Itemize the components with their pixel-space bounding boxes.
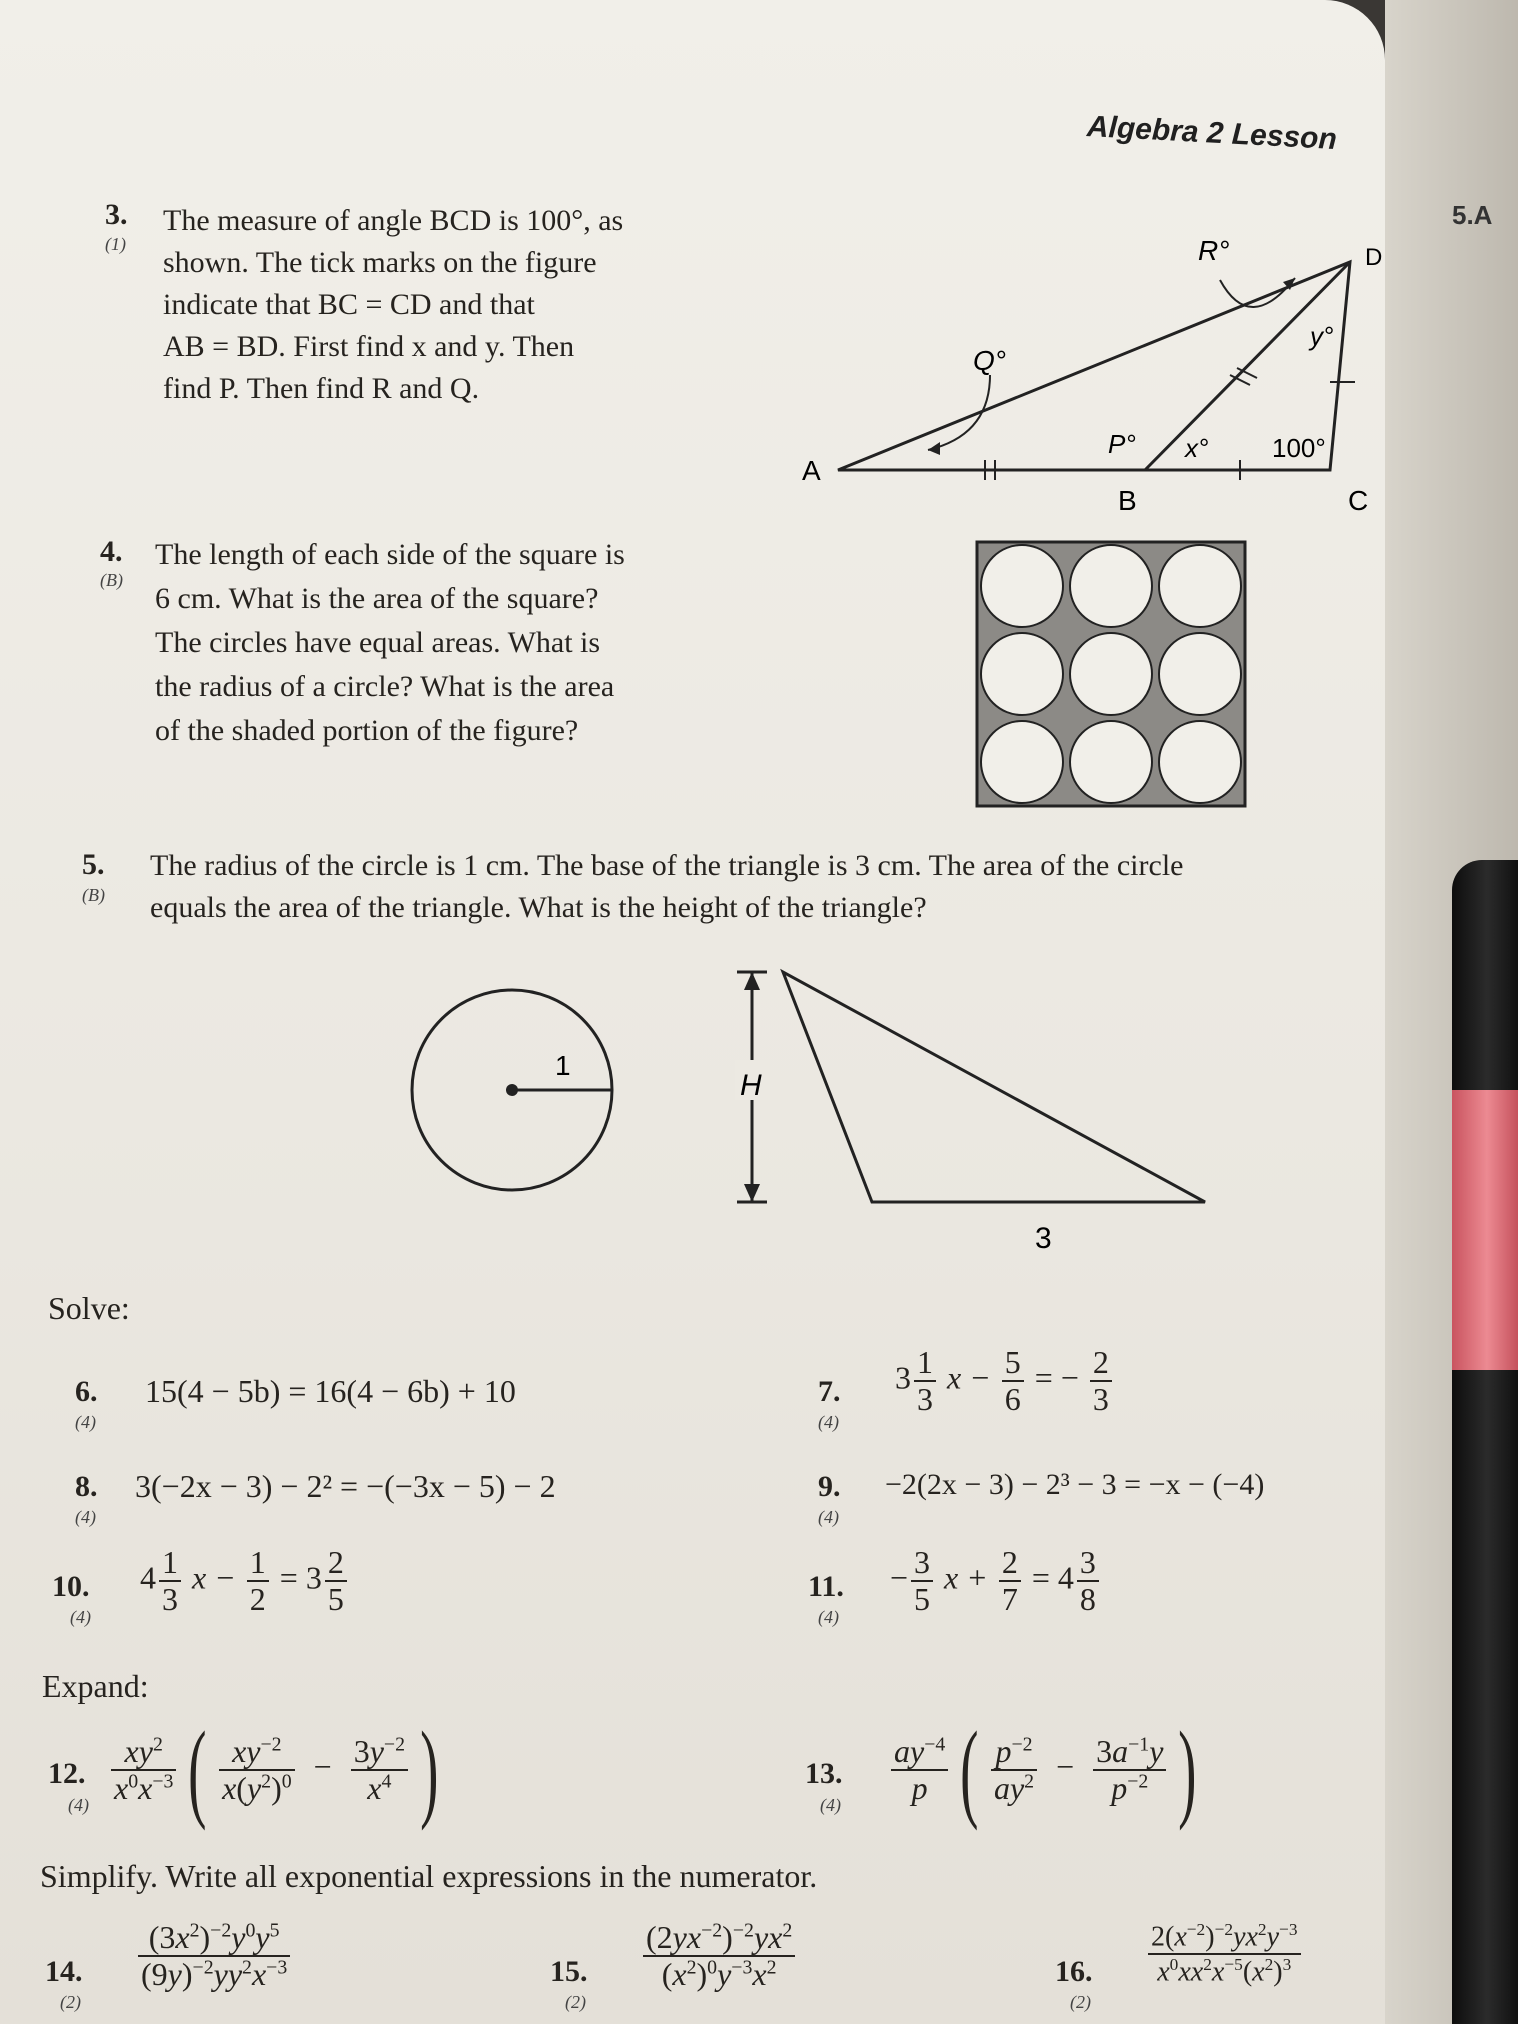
circle — [1159, 545, 1241, 627]
problem-reference: (1) — [105, 234, 126, 254]
exercise-reference: (4) — [818, 1507, 839, 1527]
exercise-number: 16. — [1055, 1955, 1093, 1988]
fraction: $\frac{2}{5}$ — [325, 1545, 347, 1617]
fraction: $\frac{3y^{-2}}{x^4}$ — [351, 1734, 408, 1806]
fraction: $\frac{xy^2}{x^0x^{-3}}$ — [111, 1734, 176, 1806]
exercise-number: 12. — [48, 1757, 86, 1790]
exercise-reference: (4) — [818, 1607, 839, 1627]
exercise-reference: (2) — [1070, 1992, 1091, 2012]
problem-reference: (B) — [82, 885, 105, 905]
exercise-reference: (4) — [75, 1412, 96, 1432]
problem-number: 5. — [82, 848, 105, 881]
equation-11: − $\frac{3}{5}$ x + $\frac{2}{7}$ = 4 $\frac{3}{8}$ — [890, 1545, 1102, 1617]
text-line: The circles have equal areas. What is — [155, 626, 601, 659]
exercise-number: 11. — [808, 1570, 844, 1603]
exercise-reference: (4) — [70, 1607, 91, 1627]
fraction: $\frac{p^{-2}}{ay^2}$ — [991, 1734, 1037, 1806]
label-x: x° — [1185, 433, 1209, 463]
exercise-number: 8. — [75, 1470, 98, 1503]
exercise-number: 9. — [818, 1470, 841, 1503]
problem-reference: (B) — [100, 570, 123, 590]
triangle-figure — [790, 220, 1390, 530]
problem-number: 4. — [100, 535, 123, 568]
label-Q: Q° — [973, 345, 1006, 376]
expression-16 — [1145, 1920, 1304, 1988]
circle — [1159, 721, 1241, 803]
fraction: $\frac{1}{3}$ — [159, 1545, 181, 1617]
exercise-number: 15. — [550, 1955, 588, 1988]
fraction: $\frac{ay^{-4}}{p}$ — [891, 1734, 948, 1806]
circle — [1070, 721, 1152, 803]
circle — [1159, 633, 1241, 715]
equation-10: 4 $\frac{1}{3}$ x − $\frac{1}{2}$ = 3 $\frac{2}{5}$ — [140, 1545, 350, 1617]
exercise-number: 7. — [818, 1375, 841, 1408]
equation-7: 3 $\frac{1}{3}$ x − $\frac{5}{6}$ = − $\frac{2}{3}$ — [895, 1345, 1115, 1417]
side-page-label: 5.A — [1452, 200, 1493, 230]
equation-6: 15(4 − 5b) = 16(4 − 6b) + 10 — [145, 1373, 516, 1409]
section-simplify: Simplify. Write all exponential expressions in the numerator. — [40, 1858, 818, 1894]
fraction: $\frac{5}{6}$ — [1002, 1345, 1024, 1417]
label-angle: 100° — [1272, 433, 1326, 463]
problem-number: 3. — [105, 198, 128, 231]
text-line: 6 cm. What is the area of the square? — [155, 582, 599, 615]
fraction: $\frac{3}{5}$ — [911, 1545, 933, 1617]
text-line: The length of each side of the square is — [155, 538, 625, 571]
equation-8: 3(−2x − 3) − 2² = −(−3x − 5) − 2 — [135, 1468, 556, 1504]
label-R: R° — [1198, 235, 1230, 266]
expression-15 — [640, 1920, 798, 1992]
expression-13: $\frac{ay^{-4}}{p}$ ( $\frac{p^{-2}}{ay^2}$ − $\frac{3a^{-1}y}{p^{-2}}$ ) — [888, 1715, 1206, 1825]
exercise-reference: (2) — [60, 1992, 81, 2012]
page-header: Algebra 2 Lesson — [1086, 110, 1338, 157]
text-line: shown. The tick marks on the figure — [163, 246, 597, 279]
text-line: find P. Then find R and Q. — [163, 372, 480, 405]
equation-9: −2(2x − 3) − 2³ − 3 = −x − (−4) — [885, 1468, 1265, 1501]
text-line: the radius of a circle? What is the area — [155, 670, 615, 703]
problem-3-text — [163, 200, 723, 410]
exercise-reference: (4) — [820, 1795, 841, 1815]
fraction: $\frac{2}{3}$ — [1090, 1345, 1112, 1417]
exercise-number: 14. — [45, 1955, 83, 1988]
problem-5-text — [150, 845, 1420, 929]
problem-4-text — [155, 533, 735, 753]
pen-grip — [1452, 1090, 1518, 1370]
circle — [1070, 545, 1152, 627]
fraction: $\frac{2(x^{-2})^{-2}yx^2y^{-3}}{x^0xx^2x^{-5}(x^2)^3}$ — [1148, 1920, 1301, 1988]
pen-body — [1452, 860, 1518, 2024]
fraction: $\frac{2}{7}$ — [999, 1545, 1021, 1617]
exercise-reference: (4) — [818, 1412, 839, 1432]
circle — [981, 545, 1063, 627]
section-solve: Solve: — [48, 1290, 130, 1326]
label-B: B — [1118, 485, 1137, 516]
fraction: $\frac{1}{3}$ — [914, 1345, 936, 1417]
square-circles-figure — [975, 540, 1250, 810]
circle — [981, 721, 1063, 803]
text-line: of the shaded portion of the figure? — [155, 714, 579, 747]
fraction: $\frac{3a^{-1}y}{p^{-2}}$ — [1093, 1734, 1166, 1806]
exercise-number: 13. — [805, 1757, 843, 1790]
fraction: $\frac{1}{2}$ — [247, 1545, 269, 1617]
fraction: $\frac{(2yx^{-2})^{-2}yx^2}{(x^2)^0y^{-3}x^2}$ — [643, 1920, 795, 1992]
exercise-reference: (2) — [565, 1992, 586, 2012]
exercise-reference: (4) — [68, 1795, 89, 1815]
exercise-number: 10. — [52, 1570, 90, 1603]
text-line: indicate that BC = CD and that — [163, 288, 535, 321]
triangle — [783, 972, 1205, 1202]
label-P: P° — [1108, 429, 1136, 459]
height-label: H — [740, 1069, 762, 1102]
expression-14 — [135, 1920, 293, 1992]
fraction: $\frac{(3x^2)^{-2}y^0y^5}{(9y)^{-2}yy^2x^{-3}}$ — [138, 1920, 290, 1992]
text-line: equals the area of the triangle. What is the height of the triangle? — [150, 891, 927, 924]
exercise-number: 6. — [75, 1375, 98, 1408]
circle — [981, 633, 1063, 715]
label-D: D — [1365, 244, 1383, 271]
radius-label: 1 — [555, 1050, 571, 1081]
label-y: y° — [1310, 321, 1334, 351]
section-expand: Expand: — [42, 1668, 149, 1704]
fraction: $\frac{xy^{-2}}{x(y^2)^0}$ — [219, 1734, 295, 1806]
circle-triangle-figure — [390, 960, 1230, 1260]
base-label: 3 — [1035, 1222, 1052, 1255]
label-A: A — [802, 455, 821, 486]
fraction: $\frac{3}{8}$ — [1077, 1545, 1099, 1617]
text-line: The radius of the circle is 1 cm. The base of the triangle is 3 cm. The area of the circle — [150, 849, 1184, 882]
text-line: AB = BD. First find x and y. Then — [163, 330, 575, 363]
text-line: The measure of angle BCD is 100°, as — [163, 204, 624, 237]
expression-12: $\frac{xy^2}{x^0x^{-3}}$ ( $\frac{xy^{-2}}{x(y^2)^0}$ − $\frac{3y^{-2}}{x^4}$ ) — [108, 1715, 448, 1825]
label-C: C — [1348, 485, 1369, 516]
circle — [1070, 633, 1152, 715]
exercise-reference: (4) — [75, 1507, 96, 1527]
